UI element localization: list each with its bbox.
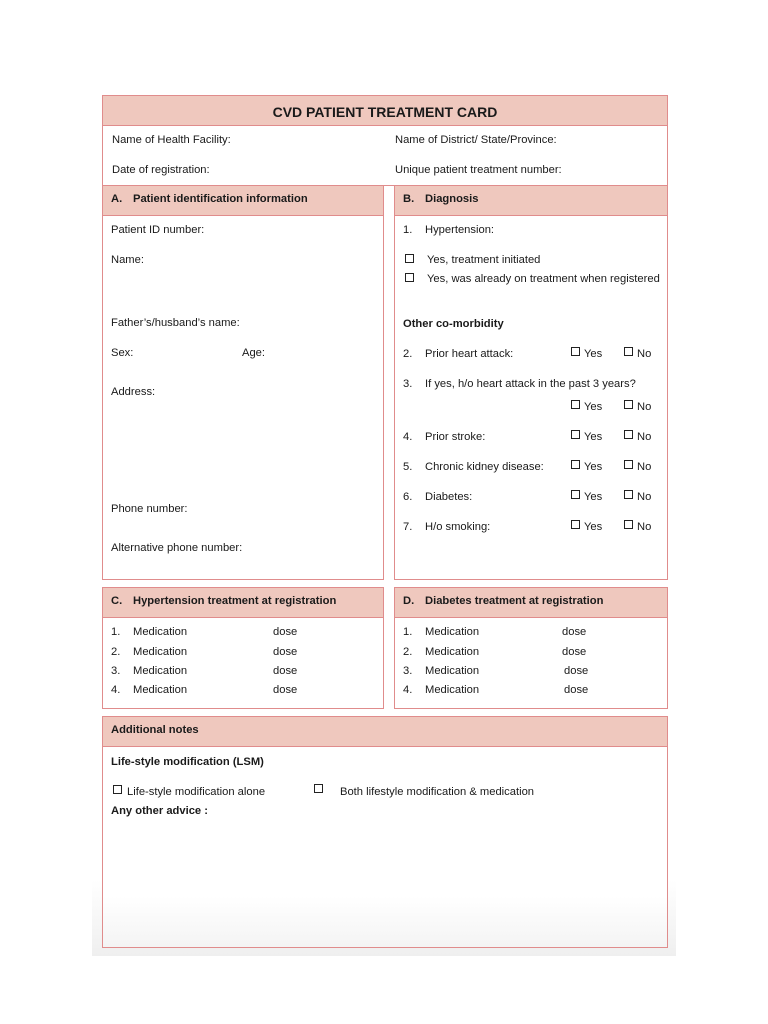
other-advice-label: Any other advice : bbox=[111, 805, 208, 817]
comorbidity-title: Other co-morbidity bbox=[403, 318, 504, 330]
already-on-treatment-label: Yes, was already on treatment when registered bbox=[427, 273, 660, 285]
address-label: Address: bbox=[111, 386, 156, 398]
already-on-treatment-checkbox[interactable] bbox=[405, 273, 414, 282]
prior-heart-attack-label: Prior heart attack: bbox=[425, 348, 514, 360]
age-label: Age: bbox=[242, 347, 266, 359]
medication-label: Medication bbox=[425, 665, 480, 677]
no-label: No bbox=[637, 491, 652, 503]
diabetes-yes-checkbox[interactable] bbox=[571, 490, 580, 499]
section-d-letter: D. bbox=[403, 595, 415, 607]
section-c-letter: C. bbox=[111, 595, 123, 607]
medication-label: Medication bbox=[133, 684, 188, 696]
section-d-title: Diabetes treatment at registration bbox=[425, 595, 604, 607]
no-label: No bbox=[637, 401, 652, 413]
section-d-box bbox=[394, 587, 668, 709]
yes-label: Yes bbox=[584, 348, 603, 360]
registration-date-label: Date of registration: bbox=[112, 164, 210, 176]
recent-heart-attack-yes-checkbox[interactable] bbox=[571, 400, 580, 409]
sex-label: Sex: bbox=[111, 347, 134, 359]
hypertension-label: Hypertension: bbox=[425, 224, 495, 236]
ckd-no-checkbox[interactable] bbox=[624, 460, 633, 469]
section-c-header bbox=[103, 588, 383, 618]
comorbidity-num: 5. bbox=[403, 461, 413, 473]
prior-stroke-label: Prior stroke: bbox=[425, 431, 486, 443]
card-header-box bbox=[102, 95, 668, 186]
medication-num: 3. bbox=[111, 665, 121, 677]
district-label: Name of District/ State/Province: bbox=[395, 134, 557, 146]
notes-title: Additional notes bbox=[111, 724, 199, 736]
medication-label: Medication bbox=[133, 646, 188, 658]
medication-label: Medication bbox=[133, 626, 188, 638]
dose-label: dose bbox=[273, 626, 298, 638]
no-label: No bbox=[637, 521, 652, 533]
diabetes-no-checkbox[interactable] bbox=[624, 490, 633, 499]
smoking-no-checkbox[interactable] bbox=[624, 520, 633, 529]
lsm-alone-checkbox[interactable] bbox=[113, 785, 122, 794]
yes-label: Yes bbox=[584, 401, 603, 413]
treatment-number-label: Unique patient treatment number: bbox=[395, 164, 562, 176]
lsm-alone-label: Life-style modification alone bbox=[127, 786, 266, 798]
diabetes-label: Diabetes: bbox=[425, 491, 473, 503]
comorbidity-num: 3. bbox=[403, 378, 413, 390]
medication-num: 2. bbox=[111, 646, 121, 658]
section-a-letter: A. bbox=[111, 193, 123, 205]
comorbidity-num: 4. bbox=[403, 431, 413, 443]
dose-label: dose bbox=[562, 626, 587, 638]
section-b-letter: B. bbox=[403, 193, 415, 205]
ckd-yes-checkbox[interactable] bbox=[571, 460, 580, 469]
treatment-initiated-label: Yes, treatment initiated bbox=[427, 254, 541, 266]
comorbidity-num: 2. bbox=[403, 348, 413, 360]
section-a-box bbox=[102, 185, 384, 580]
yes-label: Yes bbox=[584, 521, 603, 533]
yes-label: Yes bbox=[584, 491, 603, 503]
prior-stroke-yes-checkbox[interactable] bbox=[571, 430, 580, 439]
dose-label: dose bbox=[273, 646, 298, 658]
medication-num: 3. bbox=[403, 665, 413, 677]
section-b-box bbox=[394, 185, 668, 580]
section-c-box bbox=[102, 587, 384, 709]
medication-label: Medication bbox=[425, 626, 480, 638]
section-c-title: Hypertension treatment at registration bbox=[133, 595, 337, 607]
dose-label: dose bbox=[562, 646, 587, 658]
section-a-title: Patient identification information bbox=[133, 193, 308, 205]
comorbidity-num: 6. bbox=[403, 491, 413, 503]
dose-label: dose bbox=[564, 665, 589, 677]
section-b-header bbox=[395, 186, 667, 216]
alt-phone-label: Alternative phone number: bbox=[111, 542, 243, 554]
notes-header bbox=[103, 717, 667, 747]
yes-label: Yes bbox=[584, 461, 603, 473]
medication-num: 2. bbox=[403, 646, 413, 658]
dose-label: dose bbox=[564, 684, 589, 696]
phone-label: Phone number: bbox=[111, 503, 188, 515]
recent-heart-attack-no-checkbox[interactable] bbox=[624, 400, 633, 409]
no-label: No bbox=[637, 461, 652, 473]
lsm-title: Life-style modification (LSM) bbox=[111, 756, 264, 768]
no-label: No bbox=[637, 348, 652, 360]
lsm-both-label: Both lifestyle modification & medication bbox=[340, 786, 535, 798]
medication-num: 4. bbox=[111, 684, 121, 696]
patient-id-label: Patient ID number: bbox=[111, 224, 205, 236]
medication-num: 1. bbox=[403, 626, 413, 638]
ckd-label: Chronic kidney disease: bbox=[425, 461, 544, 473]
medication-label: Medication bbox=[425, 684, 480, 696]
section-d-header bbox=[395, 588, 667, 618]
section-b-title: Diagnosis bbox=[425, 193, 479, 205]
no-label: No bbox=[637, 431, 652, 443]
smoking-yes-checkbox[interactable] bbox=[571, 520, 580, 529]
prior-stroke-no-checkbox[interactable] bbox=[624, 430, 633, 439]
section-a-header bbox=[103, 186, 383, 216]
card-title-bar bbox=[103, 96, 667, 126]
prior-heart-attack-yes-checkbox[interactable] bbox=[571, 347, 580, 356]
smoking-label: H/o smoking: bbox=[425, 521, 491, 533]
recent-heart-attack-label: If yes, h/o heart attack in the past 3 years? bbox=[425, 378, 636, 390]
medication-num: 1. bbox=[111, 626, 121, 638]
card-title: CVD PATIENT TREATMENT CARD bbox=[272, 104, 498, 120]
father-husband-label: Father’s/husband’s name: bbox=[111, 317, 240, 329]
health-facility-label: Name of Health Facility: bbox=[112, 134, 231, 146]
name-label: Name: bbox=[111, 254, 144, 266]
dose-label: dose bbox=[273, 684, 298, 696]
treatment-initiated-checkbox[interactable] bbox=[405, 254, 414, 263]
prior-heart-attack-no-checkbox[interactable] bbox=[624, 347, 633, 356]
yes-label: Yes bbox=[584, 431, 603, 443]
dose-label: dose bbox=[273, 665, 298, 677]
medication-label: Medication bbox=[133, 665, 188, 677]
lsm-both-checkbox[interactable] bbox=[314, 784, 323, 793]
comorbidity-num: 7. bbox=[403, 521, 413, 533]
medication-num: 4. bbox=[403, 684, 413, 696]
hypertension-num: 1. bbox=[403, 224, 413, 236]
notes-box bbox=[102, 716, 668, 948]
medication-label: Medication bbox=[425, 646, 480, 658]
